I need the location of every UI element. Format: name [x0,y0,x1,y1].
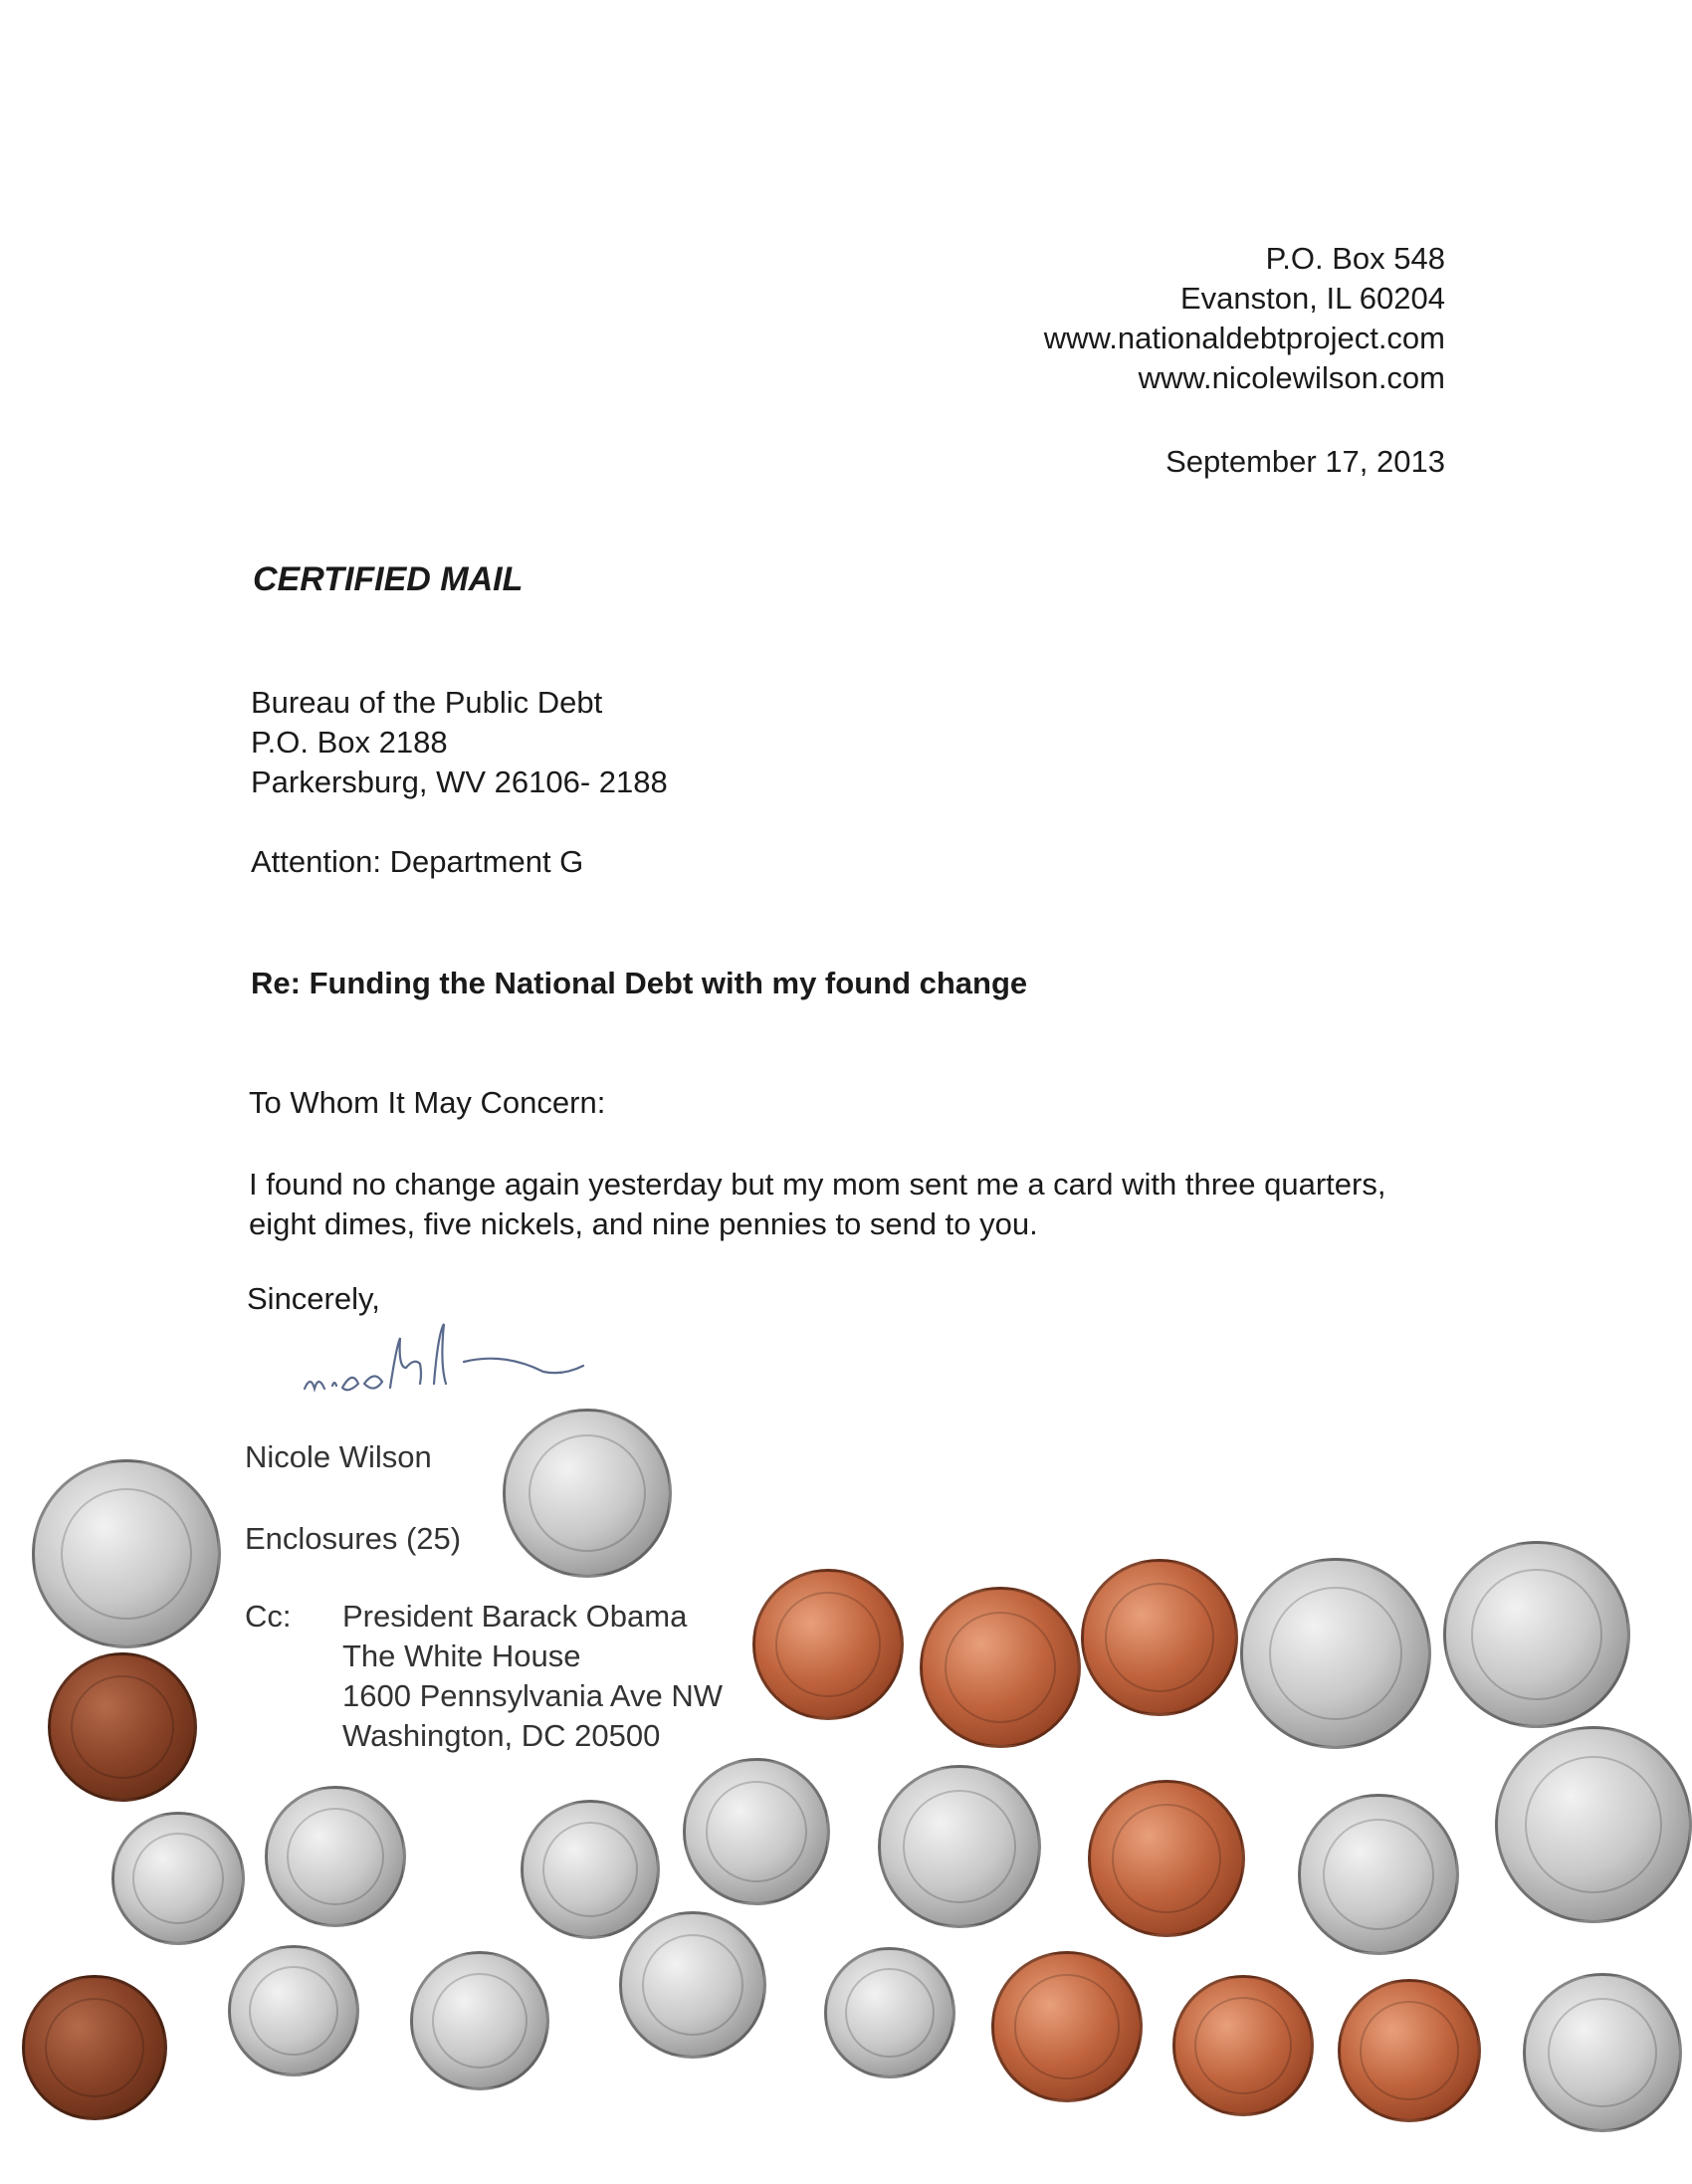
penny-coin [48,1652,197,1802]
subject-line: Re: Funding the National Debt with my found change [251,966,1028,1000]
dime-coin [111,1812,245,1945]
penny-coin [22,1975,167,2120]
recipient-line: P.O. Box 2188 [251,725,448,760]
recipient-line: Parkersburg, WV 26106- 2188 [251,764,668,799]
sender-address [1044,239,1445,398]
dime-coin [683,1758,830,1905]
nickel-coin [503,1409,672,1578]
penny-coin [1088,1780,1245,1937]
delivery-method: CERTIFIED MAIL [253,560,524,598]
sender-line: Evanston, IL 60204 [1180,281,1445,316]
penny-coin [1172,1975,1314,2116]
cc-line: Washington, DC 20500 [342,1718,661,1753]
cc-address [342,1597,723,1756]
cc-line: President Barack Obama [342,1599,688,1634]
nickel-coin [878,1765,1041,1928]
cc-line: 1600 Pennsylvania Ave NW [342,1678,723,1713]
nickel-coin [1443,1541,1630,1728]
letter-date: September 17, 2013 [1165,444,1445,479]
dime-coin [619,1911,766,2059]
quarter-coin [1495,1726,1692,1923]
recipient-address [251,683,668,802]
cc-line: The White House [342,1638,581,1673]
closing: Sincerely, [247,1281,380,1316]
cc-label: Cc: [245,1599,292,1634]
recipient-line: Bureau of the Public Debt [251,685,603,720]
sender-website: www.nicolewilson.com [1138,360,1445,395]
penny-coin [1338,1979,1481,2122]
penny-coin [991,1951,1143,2102]
penny-coin [920,1587,1081,1748]
nickel-coin [1523,1973,1682,2132]
attention-line: Attention: Department G [251,844,584,879]
letter-body: I found no change again yesterday but my mom sent me a card with three quarters, eight dimes, five nickels, and nine pennies to send to you. [249,1167,1386,1241]
quarter-coin [1240,1558,1431,1749]
dime-coin [265,1786,406,1927]
dime-coin [410,1951,549,2090]
quarter-coin [32,1459,221,1648]
dime-coin [521,1800,660,1939]
dime-coin [228,1945,359,2076]
nickel-coin [1298,1794,1459,1955]
dime-coin [824,1947,955,2078]
sender-line: P.O. Box 548 [1265,241,1445,276]
signer-name: Nicole Wilson [245,1439,432,1474]
salutation: To Whom It May Concern: [249,1085,606,1120]
penny-coin [1081,1559,1238,1716]
sender-website: www.nationaldebtproject.com [1043,321,1445,355]
penny-coin [752,1569,904,1720]
enclosures-count: Enclosures (25) [245,1521,462,1556]
